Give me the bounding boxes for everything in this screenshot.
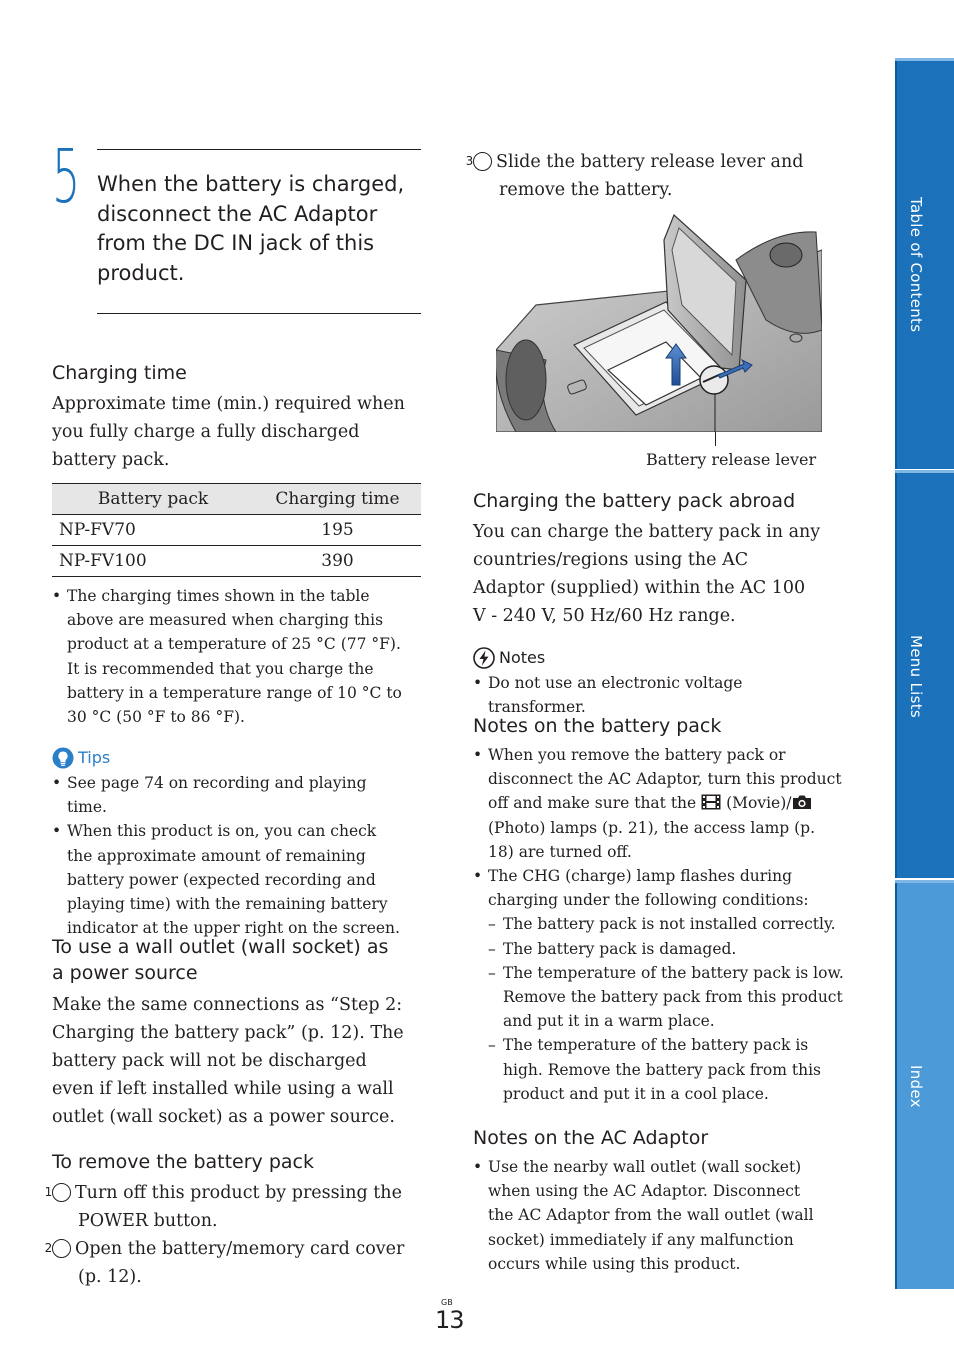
charge-conditions-list xyxy=(488,912,845,1106)
list-item: – The battery pack is damaged. xyxy=(488,937,845,961)
remove-step-1 xyxy=(44,1179,428,1235)
remove-step-text: Slide the battery release lever and remove the battery. xyxy=(496,152,804,200)
table-header-time: Charging time xyxy=(254,484,421,515)
list-item: • Do not use an electronic voltage transformer. xyxy=(473,671,833,719)
tips-label: Tips xyxy=(78,748,111,767)
ac-notes-list xyxy=(473,1155,823,1276)
list-item: – The battery pack is not installed correctly. xyxy=(488,912,845,936)
step-rule-bottom xyxy=(97,313,421,314)
region-code: GB xyxy=(441,1298,453,1307)
table-row xyxy=(52,546,421,577)
battery-notes-heading: Notes on the battery pack xyxy=(473,715,722,737)
tab-index[interactable] xyxy=(895,880,954,1289)
list-item: – The temperature of the battery pack is high. Remove the battery pack from this product and put it in a cool place. xyxy=(488,1033,845,1106)
remove-step-3 xyxy=(465,148,849,204)
tab-label: Index xyxy=(907,1065,925,1108)
table-cell-time: 390 xyxy=(254,546,421,577)
step-text: When the battery is charged, disconnect the AC Adaptor from the DC IN jack of this product. xyxy=(97,172,405,285)
battery-removal-illustration xyxy=(496,210,822,432)
table-row xyxy=(52,515,421,546)
charging-time-table xyxy=(52,483,421,577)
table-cell-time: 195 xyxy=(254,515,421,546)
remove-step-text: Turn off this product by pressing the POWER button. xyxy=(75,1183,402,1231)
battery-note-text: (Photo) lamps (p. 21), the access lamp (p. 18) are turned off. xyxy=(488,818,816,861)
list-item xyxy=(473,864,845,1106)
battery-notes-list xyxy=(473,743,845,1106)
tips-list xyxy=(52,771,402,940)
charging-time-heading: Charging time xyxy=(52,362,187,384)
tab-label: Menu Lists xyxy=(907,635,925,718)
table-header-row xyxy=(52,484,421,515)
ac-notes-heading: Notes on the AC Adaptor xyxy=(473,1127,709,1149)
step-number-badge: 1 xyxy=(52,1183,71,1202)
remove-step-text: Open the battery/memory card cover (p. 12). xyxy=(75,1239,405,1287)
list-item: • Use the nearby wall outlet (wall socket) when using the AC Adaptor. Disconnect the AC Adaptor from the wall outlet (wall socket) immediately if any malfunction occurs while using this product. xyxy=(473,1155,823,1276)
abroad-text: You can charge the battery pack in any countries/regions using the AC Adaptor (supplied) within the AC 100 V - 240 V, 50 Hz/60 Hz range. xyxy=(473,522,821,626)
list-item: • See page 74 on recording and playing time. xyxy=(52,771,402,819)
tab-menu-lists[interactable] xyxy=(895,470,954,878)
step-number: 5 xyxy=(52,134,81,220)
step-number-badge: 3 xyxy=(473,152,492,171)
remove-step-2 xyxy=(44,1235,428,1291)
battery-note-text: The CHG (charge) lamp flashes during charging under the following conditions: xyxy=(488,867,809,910)
list-item: • The charging times shown in the table above are measured when charging this product at a temperature of 25 °C (77 °F). It is recommended that you charge the battery in a temperature range of 10 °C to 30 °C (50 °F to 86 °F). xyxy=(52,584,402,729)
movie-label: (Movie)/ xyxy=(726,794,792,813)
tab-table-of-contents[interactable] xyxy=(895,58,954,469)
table-cell-pack: NP-FV70 xyxy=(52,515,254,546)
figure-caption: Battery release lever xyxy=(646,450,817,469)
charging-time-intro: Approximate time (min.) required when you fully charge a fully discharged battery pack. xyxy=(52,394,405,470)
battery-note-text: When you remove the battery pack or disconnect the AC Adaptor, turn this product off and make sure that the xyxy=(488,746,842,813)
list-item xyxy=(473,743,845,864)
charging-time-notes xyxy=(52,584,402,729)
warning-bolt-icon xyxy=(473,647,495,669)
step-rule-top xyxy=(97,149,421,150)
remove-heading: To remove the battery pack xyxy=(52,1151,314,1173)
wall-outlet-text: Make the same connections as “Step 2: Charging the battery pack” (p. 12). The battery pack will not be discharged even if left installed while using a wall outlet (wall socket) as a power source. xyxy=(52,995,404,1127)
notes-label: Notes xyxy=(499,648,546,667)
abroad-heading: Charging the battery pack abroad xyxy=(473,490,796,512)
list-item: – The temperature of the battery pack is low. Remove the battery pack from this product and put it in a warm place. xyxy=(488,961,845,1034)
wall-outlet-heading: To use a wall outlet (wall socket) as a power source xyxy=(52,936,389,984)
lightbulb-icon xyxy=(52,747,74,769)
tab-label: Table of Contents xyxy=(907,197,925,333)
figure-leader-line xyxy=(715,432,716,446)
movie-film-icon xyxy=(701,794,721,810)
table-header-pack: Battery pack xyxy=(52,484,254,515)
table-cell-pack: NP-FV100 xyxy=(52,546,254,577)
page-number: 13 xyxy=(435,1306,464,1334)
step-number-badge: 2 xyxy=(52,1239,71,1258)
list-item: • When this product is on, you can check the approximate amount of remaining battery power (expected recording and playing time) with the remaining battery indicator at the upper right on the screen. xyxy=(52,819,402,940)
photo-camera-icon xyxy=(792,794,812,810)
